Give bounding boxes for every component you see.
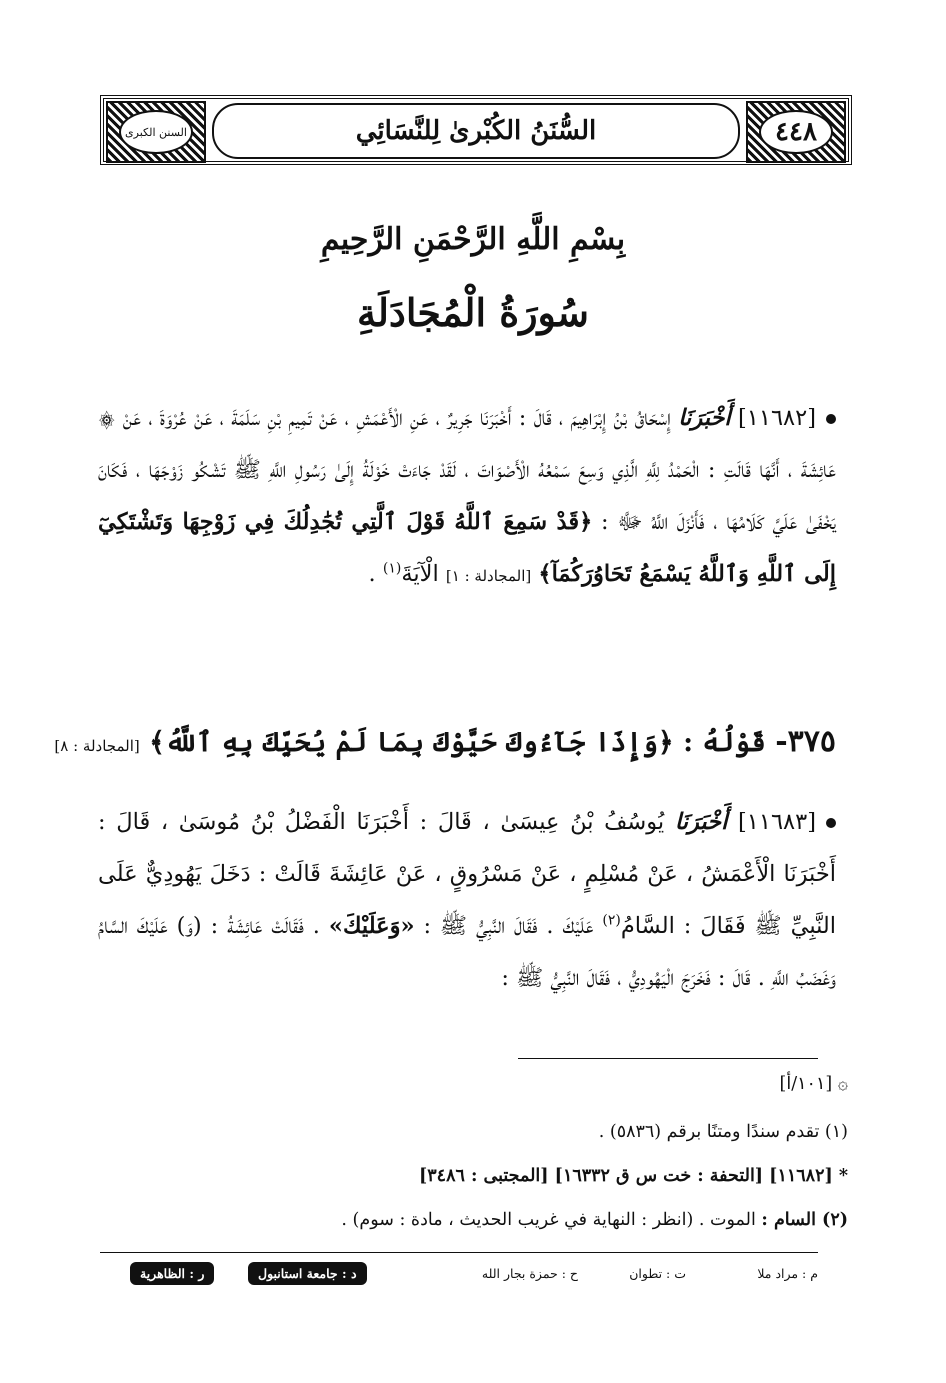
footnote-1: (١) تقدم سندًا ومتنًا برقم (٥٨٣٦) . xyxy=(598,1122,848,1142)
section-number: ٣٧٥- xyxy=(775,724,836,759)
book-title: السُّنَنُ الكُبْرىٰ لِلنَّسَائِي xyxy=(355,116,597,146)
section-label: قَوْلُهُ : xyxy=(683,727,766,758)
hadith-number: [١١٦٨٢] xyxy=(738,405,816,431)
section-reference: [المجادلة : ٨] xyxy=(54,737,140,755)
manuscript-siglum: ح : حمزة بجار الله xyxy=(481,1266,578,1281)
takhrij-line: * [١١٦٨٢] [التحفة : خت س ق ١٦٣٣٢] [المجتبى : ٣٤٨٦] xyxy=(418,1166,848,1186)
hadith-text-3: . فَقَالَتْ عَائِشَةُ : (وَ) عَلَيْكَ السَّامُ وَغَضَبُ اللَّهِ . قَالَ : فَخَرَجَ الْيَهُودِيُّ ، فَقَالَ النَّبِيُّ ﷺ : xyxy=(98,913,836,991)
manuscript-siglum: م : مراد ملا xyxy=(757,1266,818,1281)
akhbarana-word: أَخْبَرَنَا xyxy=(674,809,728,835)
quran-verse: ﴿قَدْ سَمِعَ ٱللَّهُ قَوْلَ ٱلَّتِي تُجَٰدِلُكَ فِي زَوْجِهَا وَتَشْتَكِيٓ إِلَى ٱللَّهِ وَٱللَّهُ يَسْمَعُ تَحَاوُرَكُمَآ﴾ xyxy=(98,509,836,587)
hadith-text: إِسْحَاقُ بْنُ إِبْرَاهِيمَ ، قَالَ : أَخْبَرَنَا جَرِيرٌ ، عَنِ الْأَعْمَشِ ، عَنْ تَمِيمِ بْنِ سَلَمَةَ ، عَنْ عُرْوَةَ ، عَنْ ۞ عَائِشَةَ ، أَنَّهَا قَالَتِ : الْحَمْدُ لِلَّهِ الَّذِي وَسِعَ سَمْعُهُ الْأَصْوَاتَ ، لَقَدْ جَاءَتْ خَوْلَةُ إِلَىٰ رَسُولِ اللَّهِ ﷺ تَشْكُو زَوْجَهَا ، فَكَانَ يَخْفَىٰ عَلَيَّ كَلَامُهَا ، فَأَنْزَلَ اللَّهُ ﷻ : xyxy=(98,405,836,535)
manuscript-siglum: ت : تطوان xyxy=(629,1266,686,1281)
footnote-2 xyxy=(341,1210,848,1230)
hadith-ending: الْآيَةَ xyxy=(401,561,439,587)
manuscript-badge: د : جامعة استانبول xyxy=(248,1262,367,1285)
footnote-2-text: الموت . (انظر : النهاية في غريب الحديث ، مادة : سوم) . xyxy=(341,1210,756,1230)
emblem-ornament-icon xyxy=(106,101,206,163)
hadith-paragraph-2 xyxy=(98,796,836,1004)
quran-reference: [المجادلة : ١] xyxy=(445,567,532,585)
section-quran: ﴿وَإِذَا جَآءُوكَ حَيَّوْكَ بِمَا لَمْ يُحَيِّكَ بِهِ ٱللَّهُ﴾ xyxy=(149,727,674,758)
emblem-text: السنن الكبرى xyxy=(125,125,187,139)
bullet-icon xyxy=(826,818,836,828)
section-heading xyxy=(54,724,836,759)
basmala: بِسْمِ اللَّهِ الرَّحْمَنِ الرَّحِيمِ xyxy=(320,222,626,257)
manuscript-badge: ر : الظاهرية xyxy=(130,1262,214,1285)
page-header xyxy=(100,95,852,165)
manuscript-sigla-bar xyxy=(100,1262,818,1292)
surah-title: سُورَةُ الْمُجَادَلَةِ xyxy=(356,290,590,335)
akhbarana-word: أَخْبَرَنَا xyxy=(678,405,731,431)
title-cartouche xyxy=(212,103,740,159)
hadith-number: [١١٦٨٣] xyxy=(738,809,817,835)
footnote-divider xyxy=(518,1058,818,1059)
folio-marker: ۞ [١٠١/أ] xyxy=(779,1074,848,1094)
page-number-ornament xyxy=(746,101,846,163)
prophet-reply: «وَعَلَيْكَ» xyxy=(328,913,415,939)
period: . xyxy=(368,561,376,587)
footnote-marker: (٢) xyxy=(602,912,621,929)
hadith-text: يُوسُفُ بْنُ عِيسَىٰ ، قَالَ : أَخْبَرَنَا الْفَضْلُ بْنُ مُوسَىٰ ، قَالَ : أَخْبَرَنَا الْأَعْمَشُ ، عَنْ مُسْلِمٍ ، عَنْ مَسْرُوقٍ ، عَنْ عَائِشَةَ قَالَتْ : دَخَلَ يَهُودِيٌّ عَلَى النَّبِيِّ ﷺ فَقَالَ : السَّامُ xyxy=(98,809,837,939)
bottom-divider xyxy=(100,1252,818,1253)
bullet-icon xyxy=(826,414,836,424)
footnote-2-label: (٢) السام : xyxy=(761,1210,848,1230)
footnote-marker: (١) xyxy=(382,560,402,577)
hadith-paragraph-1 xyxy=(98,392,836,602)
hadith-text-2: عَلَيْكَ . فَقَالَ النَّبِيُّ ﷺ : xyxy=(423,913,594,939)
page-number: ٤٤٨ xyxy=(775,117,817,147)
